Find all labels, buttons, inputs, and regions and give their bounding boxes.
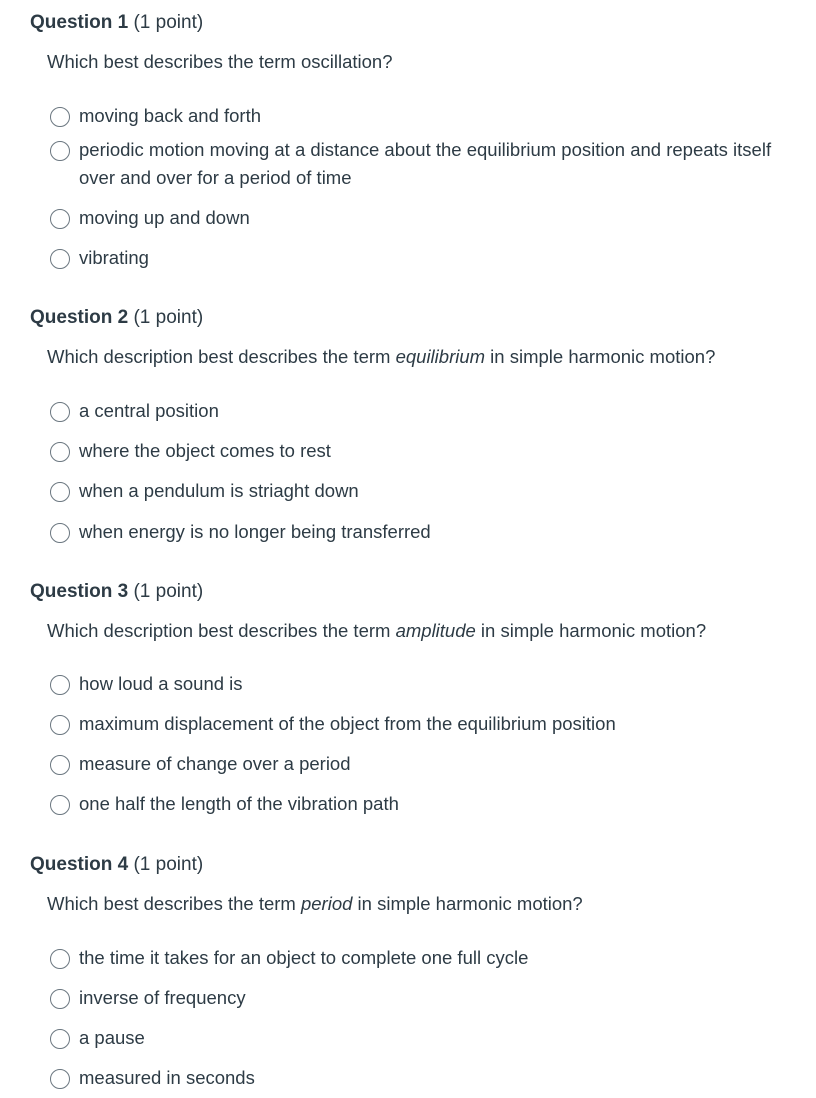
- radio-button[interactable]: [50, 949, 70, 969]
- question-points: (1 point): [133, 581, 204, 602]
- answer-option[interactable]: [50, 713, 780, 738]
- answer-option[interactable]: [50, 139, 780, 192]
- question-header: [30, 12, 203, 34]
- answer-label: moving back and forth: [79, 105, 262, 126]
- answer-label: moving up and down: [79, 207, 250, 228]
- answer-label: a pause: [79, 1027, 145, 1048]
- answer-label: vibrating: [79, 247, 149, 268]
- answer-label: when a pendulum is striaght down: [79, 480, 359, 501]
- radio-button[interactable]: [50, 715, 70, 735]
- radio-button[interactable]: [50, 523, 70, 543]
- answer-label: how loud a sound is: [79, 673, 243, 694]
- answer-label: inverse of frequency: [79, 987, 246, 1008]
- radio-button[interactable]: [50, 141, 70, 161]
- answer-option[interactable]: [50, 1027, 780, 1052]
- answer-option[interactable]: [50, 400, 780, 425]
- answer-label: measured in seconds: [79, 1067, 255, 1088]
- answer-label: maximum displacement of the object from the equilibrium position: [79, 713, 616, 734]
- question-points: (1 point): [133, 12, 204, 33]
- answer-option[interactable]: [50, 793, 780, 818]
- radio-button[interactable]: [50, 675, 70, 695]
- answer-option[interactable]: [50, 105, 780, 130]
- question-points: (1 point): [133, 307, 204, 328]
- radio-button[interactable]: [50, 989, 70, 1009]
- answer-option[interactable]: [50, 1067, 780, 1092]
- question-header: [30, 581, 203, 603]
- answer-label: when energy is no longer being transferred: [79, 521, 431, 542]
- radio-button[interactable]: [50, 107, 70, 127]
- radio-button[interactable]: [50, 795, 70, 815]
- question-title: Question 4: [30, 854, 129, 875]
- answer-option[interactable]: [50, 947, 780, 972]
- answer-option[interactable]: [50, 480, 780, 505]
- answer-label: one half the length of the vibration path: [79, 793, 399, 814]
- answer-label: a central position: [79, 400, 219, 421]
- answer-label: periodic motion moving at a distance about the equilibrium position and repeats itself over and over for a period of time: [79, 139, 772, 188]
- question-text: Which description best describes the term amplitude in simple harmonic motion?: [47, 620, 707, 641]
- answer-option[interactable]: [50, 521, 780, 546]
- answer-option[interactable]: [50, 207, 780, 232]
- question-text: Which best describes the term period in simple harmonic motion?: [47, 893, 583, 914]
- question-points: (1 point): [133, 854, 204, 875]
- radio-button[interactable]: [50, 1029, 70, 1049]
- radio-button[interactable]: [50, 249, 70, 269]
- radio-button[interactable]: [50, 755, 70, 775]
- question-header: [30, 854, 203, 876]
- question-text: Which description best describes the term equilibrium in simple harmonic motion?: [47, 346, 716, 367]
- radio-button[interactable]: [50, 1069, 70, 1089]
- answer-label: the time it takes for an object to complete one full cycle: [79, 947, 529, 968]
- radio-button[interactable]: [50, 442, 70, 462]
- radio-button[interactable]: [50, 209, 70, 229]
- radio-button[interactable]: [50, 482, 70, 502]
- question-title: Question 1: [30, 12, 129, 33]
- question-title: Question 2: [30, 307, 129, 328]
- answer-label: measure of change over a period: [79, 753, 351, 774]
- answer-option[interactable]: [50, 247, 780, 272]
- question-text: Which best describes the term oscillation?: [47, 51, 393, 72]
- radio-button[interactable]: [50, 402, 70, 422]
- answer-option[interactable]: [50, 753, 780, 778]
- answer-option[interactable]: [50, 440, 780, 465]
- answer-label: where the object comes to rest: [79, 440, 331, 461]
- answer-option[interactable]: [50, 987, 780, 1012]
- question-title: Question 3: [30, 581, 129, 602]
- answer-option[interactable]: [50, 673, 780, 698]
- question-header: [30, 307, 203, 329]
